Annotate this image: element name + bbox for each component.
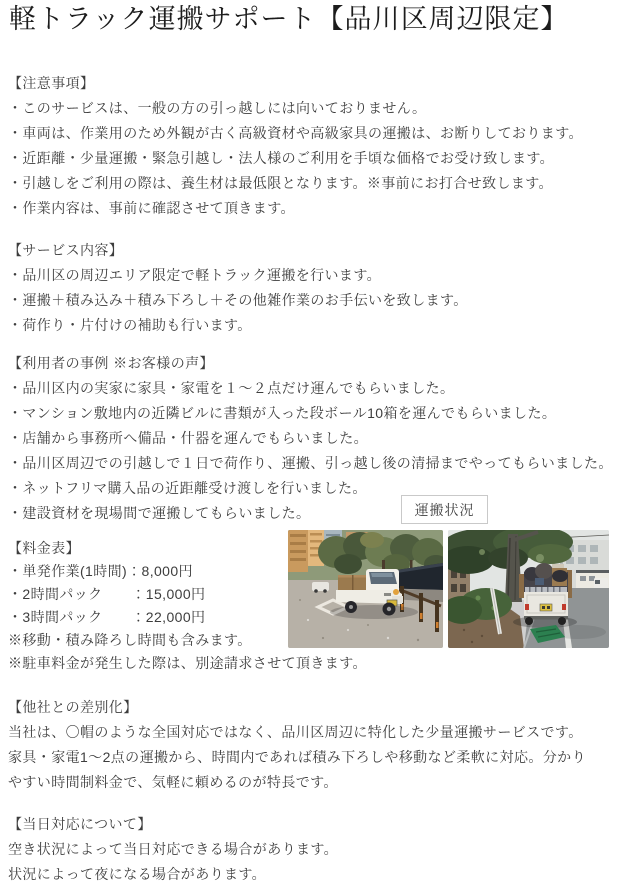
truck-loaded-illustration [448, 530, 609, 648]
section-header: 【料金表】 [8, 540, 80, 556]
truck-parked-illustration [288, 530, 443, 648]
text-line: ※駐車料金が発生した際は、別途請求させて頂きます。 [8, 655, 367, 671]
section-service-details [8, 238, 468, 338]
section-header: 【当日対応について】 [8, 816, 152, 832]
text-line: ・運搬＋積み込み＋積み下ろし＋その他雑作業のお手伝いを致します。 [8, 292, 468, 308]
text-line: ・ネットフリマ購入品の近距離受け渡しを行いました。 [8, 480, 367, 496]
section-header: 【他社との差別化】 [8, 699, 138, 715]
section-same-day-support [8, 812, 338, 887]
text-line: ・マンション敷地内の近隣ビルに書類が入った段ボール10箱を運んでもらいました。 [8, 405, 557, 421]
section-header: 【注意事項】 [8, 75, 95, 91]
text-line: ・引越しをご利用の際は、養生材は最低限となります。※事前にお打合せ致します。 [8, 175, 553, 191]
text-line: ・近距離・少量運搬・緊急引越し・法人様のご利用を手頃な価格でお受け致します。 [8, 150, 555, 166]
transport-status-label [401, 495, 488, 524]
text-line: ・車両は、作業用のため外観が古く高級資材や高級家具の運搬は、お断りしております。 [8, 125, 583, 141]
text-line: 当社は、〇帽のような全国対応ではなく、品川区周辺に特化した少量運搬サービスです。 [8, 724, 583, 740]
text-line: ・品川区内の実家に家具・家電を１～２点だけ運んでもらいました。 [8, 380, 455, 396]
text-line: ・このサービスは、一般の方の引っ越しには向いておりません。 [8, 100, 427, 116]
text-line: 家具・家電1～2点の運搬から、時間内であれば積み下ろしや移動など柔軟に対応。分かり [8, 749, 586, 765]
text-line: 空き状況によって当日対応できる場合があります。 [8, 841, 339, 857]
text-line: やすい時間制料金で、気軽に頼めるのが特長です。 [8, 774, 338, 790]
text-line: ・建設資材を現場間で運搬してもらいました。 [8, 505, 311, 521]
text-line: ・店舗から事務所へ備品・什器を運んでもらいました。 [8, 430, 368, 446]
text-line: 状況によって夜になる場合があります。 [8, 866, 267, 882]
text-line: ・品川区周辺での引越しで１日で荷作り、運搬、引っ越し後の清掃までやってもらいました。 [8, 455, 613, 471]
photo-truck-parked [288, 530, 443, 648]
price-line: ・2時間パック ：15,000円 [8, 586, 206, 602]
text-line: ・荷作り・片付けの補助も行います。 [8, 317, 252, 333]
text-line: ・作業内容は、事前に確認させて頂きます。 [8, 200, 295, 216]
price-line: ・3時間パック ：22,000円 [8, 609, 206, 625]
photo-truck-loaded [448, 530, 609, 648]
section-user-cases [8, 351, 613, 526]
section-header: 【利用者の事例 ※お客様の声】 [8, 355, 214, 371]
text-line: ※移動・積み降ろし時間も含みます。 [8, 632, 252, 648]
section-differentiation [8, 695, 586, 795]
page-title: 軽トラック運搬サポート【品川区周辺限定】 [9, 4, 569, 34]
transport-status-text: 運搬状況 [414, 501, 475, 518]
section-header: 【サービス内容】 [8, 242, 124, 258]
section-notes [8, 71, 583, 221]
text-line: ・品川区の周辺エリア限定で軽トラック運搬を行います。 [8, 267, 381, 283]
price-line: ・単発作業(1時間)：8,000円 [8, 563, 193, 579]
